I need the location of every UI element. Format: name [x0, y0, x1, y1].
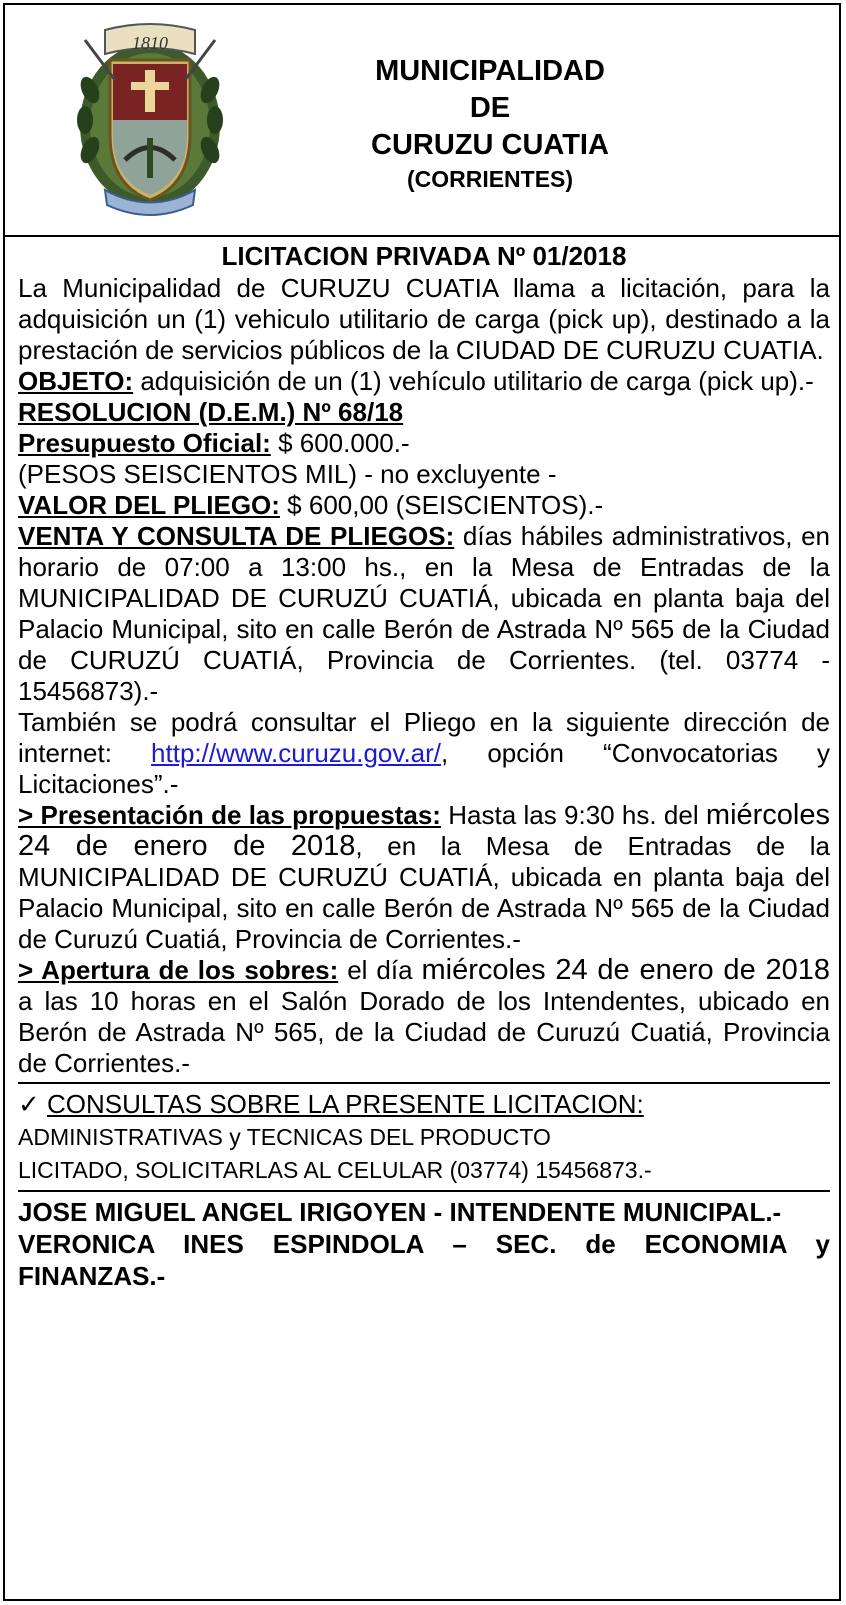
objeto-text: adquisición de un (1) vehículo utilitario de carga (pick up).-: [133, 366, 814, 396]
resolucion-line: RESOLUCION (D.E.M.) Nº 68/18: [18, 397, 404, 427]
notice-body: [18, 239, 830, 1292]
divider-2: [18, 1190, 830, 1192]
presentacion-text-1: Hasta las 9:30 hs. del: [440, 800, 706, 830]
valor-pliego-line: [18, 490, 830, 521]
crest-year: 1810: [132, 33, 168, 53]
website-link[interactable]: http://www.curuzu.gov.ar/: [151, 738, 442, 768]
internet-paragraph: [18, 707, 830, 800]
consultas-line-1: ADMINISTRATIVAS y TECNICAS DEL PRODUCTO: [18, 1124, 551, 1150]
heading-province: (CORRIENTES): [406, 166, 574, 192]
intro-paragraph: La Municipalidad de CURUZU CUATIA llama a licitación, para la adquisición un (1) vehiculo utilitario de carga (pick up), destinado a la prestación de servicios públicos de la CIUDAD DE CURUZU CUATIA.: [18, 273, 830, 365]
internet-before: También se podrá consultar el Pliego en la siguiente dirección de internet:: [18, 707, 830, 768]
venta-text: días hábiles administrativos, en horario de 07:00 a 13:00 hs., en la Mesa de Entradas de la MUNICIPALIDAD DE CURUZÚ CUATIÁ, ubicada en planta baja del Palacio Municipal, sito en calle Berón de Astrada Nº 565 de la Ciudad de CURUZÚ CUATIÁ, Provincia de Corrientes. (tel. 03774 - 15456873).-: [18, 521, 830, 706]
apertura-date: miércoles 24 de enero de 2018: [421, 954, 830, 986]
presupuesto-line: [18, 428, 830, 459]
notice-frame: [3, 3, 841, 1601]
heading-line-2: DE: [469, 92, 511, 124]
notice-header: [5, 5, 839, 237]
checkmark-icon: ✓: [18, 1089, 40, 1119]
presentacion-paragraph: [18, 800, 830, 955]
presupuesto-words: (PESOS SEISCIENTOS MIL) - no excluyente -: [18, 459, 557, 489]
valor-pliego-label: VALOR DEL PLIEGO:: [18, 490, 280, 520]
consultas-heading: [18, 1088, 830, 1121]
objeto-paragraph: [18, 366, 830, 397]
apertura-label: > Apertura de los sobres:: [18, 955, 339, 985]
venta-label: VENTA Y CONSULTA DE PLIEGOS:: [18, 521, 455, 551]
internet-after: , opción “Convocatorias y Licitaciones”.-: [18, 738, 830, 799]
heading-line-1: MUNICIPALIDAD: [375, 55, 605, 87]
consultas-block: [18, 1088, 830, 1187]
municipal-crest-logo: [65, 20, 235, 220]
signer-intendente: JOSE MIGUEL ANGEL IRIGOYEN - INTENDENTE MUNICIPAL.-: [18, 1197, 782, 1227]
apertura-text-2: a las 10 horas en el Salón Dorado de los Intendentes, ubicado en Berón de Astrada Nº 565, de la Ciudad de Curuzú Cuatiá, Provincia de Corrientes.-: [18, 986, 830, 1078]
valor-pliego-text: $ 600,00 (SEISCIENTOS).-: [279, 490, 604, 520]
apertura-paragraph: [18, 955, 830, 1079]
presupuesto-label: Presupuesto Oficial:: [18, 428, 271, 458]
presentacion-text-2: , en la Mesa de Entradas de la MUNICIPALIDAD DE CURUZÚ CUATIÁ, ubicada en planta baja del Palacio Municipal, sito en calle Berón de Astrada Nº 565 de la Ciudad de Curuzú Cuatiá, Provincia de Corrientes.-: [18, 831, 830, 954]
presentacion-label: > Presentación de las propuestas:: [18, 800, 441, 830]
signers-block: [18, 1196, 830, 1292]
notice-title: LICITACION PRIVADA Nº 01/2018: [221, 241, 627, 271]
presentacion-date: miércoles 24 de enero de 2018: [18, 799, 831, 862]
consultas-heading-text: CONSULTAS SOBRE LA PRESENTE LICITACION:: [47, 1089, 644, 1119]
municipality-heading: [295, 53, 685, 194]
divider-1: [18, 1082, 830, 1084]
heading-line-3: CURUZU CUATIA: [371, 129, 609, 161]
objeto-label: OBJETO:: [18, 366, 134, 396]
signer-secretaria: VERONICA INES ESPINDOLA – SEC. de ECONOMIA y FINANZAS.-: [18, 1229, 830, 1291]
venta-paragraph: [18, 521, 830, 707]
apertura-text-1: el día: [338, 955, 422, 985]
presupuesto-amount: $ 600.000.-: [270, 428, 410, 458]
consultas-line-2: LICITADO, SOLICITARLAS AL CELULAR (03774) 15456873.-: [18, 1157, 652, 1183]
